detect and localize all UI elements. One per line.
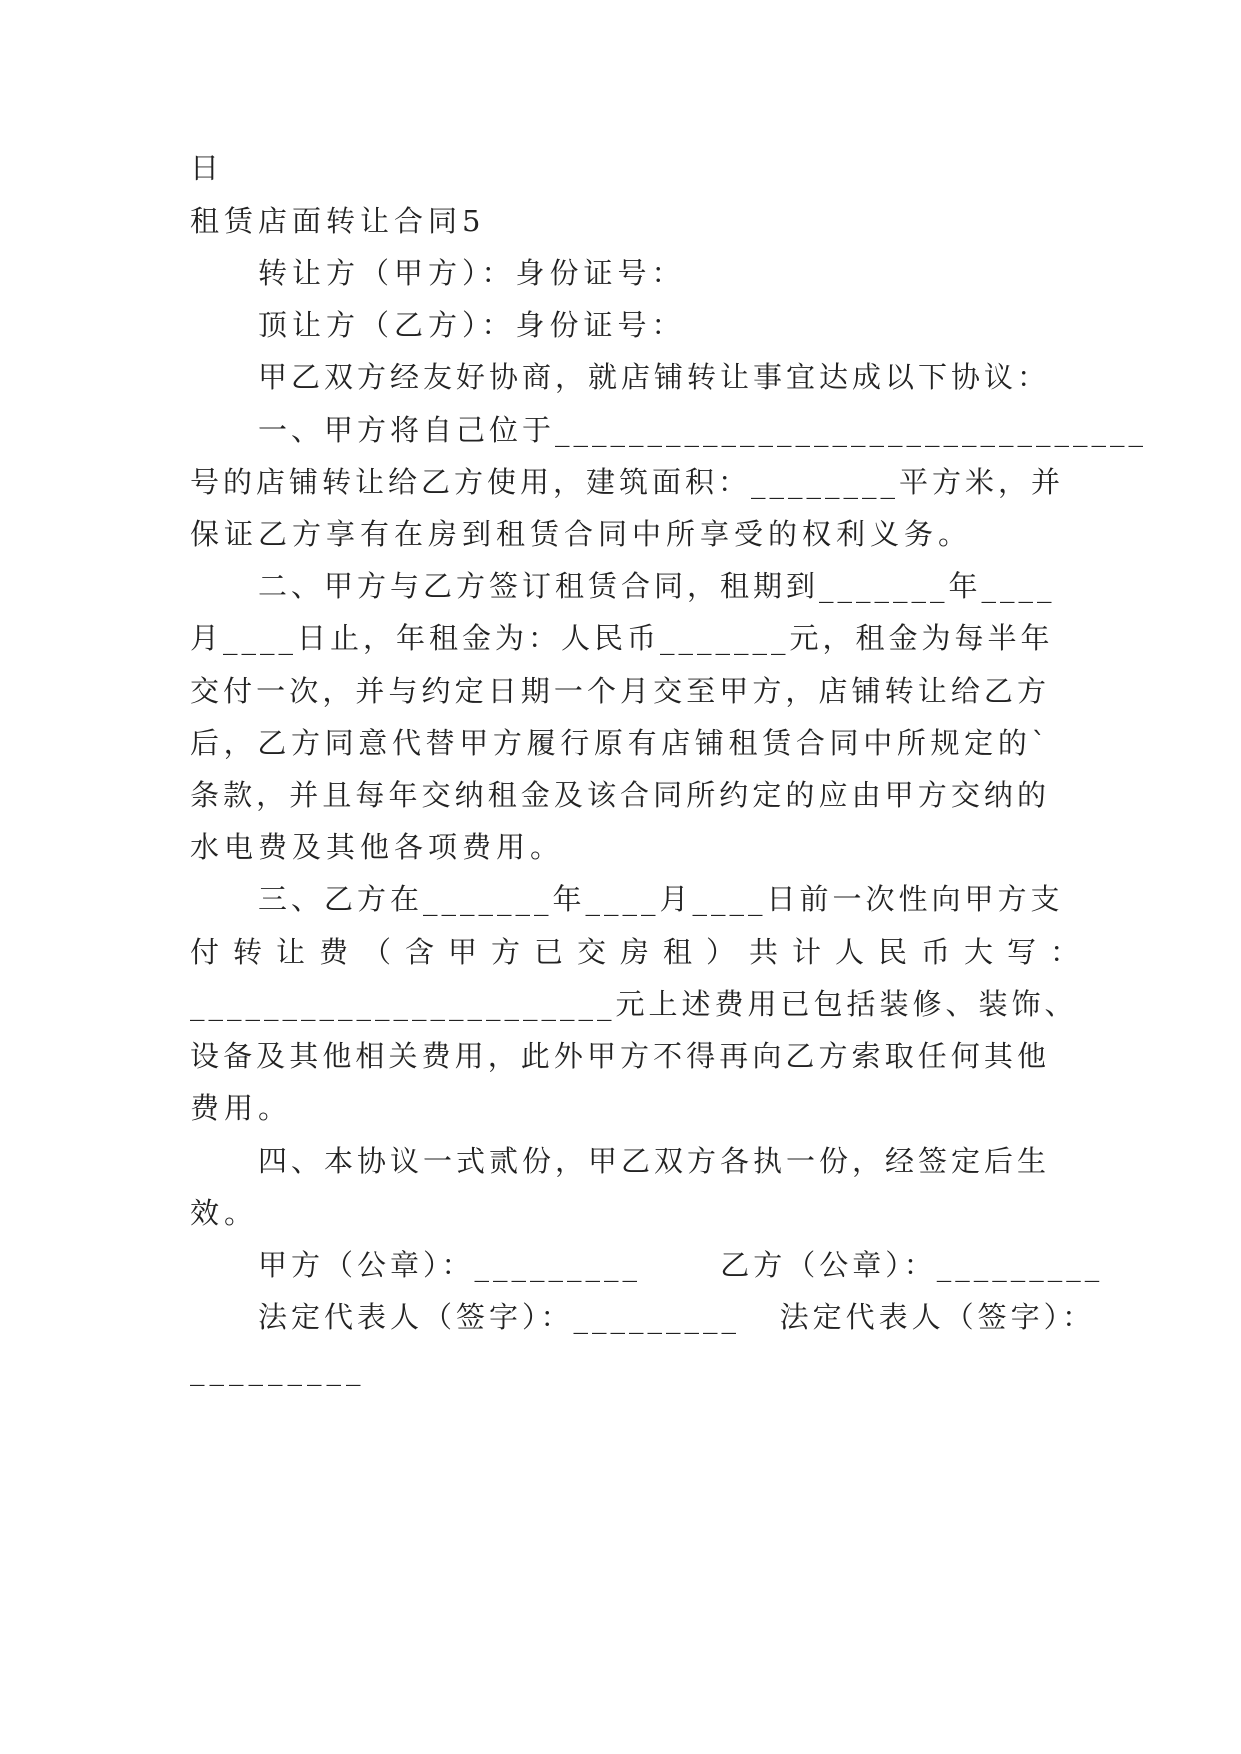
legal-representative-line: 法定代表人（签字）：_________ 法定代表人（签字）： — [258, 1300, 1096, 1334]
clause-one-line-2: 号的店铺转让给乙方使用，建筑面积：________平方米，并 — [190, 465, 1065, 499]
date-fragment: 日 — [190, 151, 225, 185]
clause-two-line-4: 后，乙方同意代替甲方履行原有店铺租赁合同中所规定的` — [190, 726, 1050, 760]
clause-three-line-1: 三、乙方在_______年____月____日前一次性向甲方支 — [258, 882, 1064, 916]
transferor-line: 转让方（甲方）：身份证号： — [258, 256, 686, 290]
transferee-line: 顶让方（乙方）：身份证号： — [258, 308, 686, 342]
clause-one-line-3: 保证乙方享有在房到租赁合同中所享受的权利义务。 — [190, 517, 973, 551]
clause-two-line-5: 条款，并且每年交纳租金及该合同所约定的应由甲方交纳的 — [190, 778, 1050, 812]
clause-three-line-4: 设备及其他相关费用，此外甲方不得再向乙方索取任何其他 — [190, 1039, 1050, 1073]
clause-three-line-2: 付转让费（含甲方已交房租）共计人民币大写： — [190, 935, 1094, 969]
clause-four-line-1: 四、本协议一式贰份，甲乙双方各执一份，经签定后生 — [258, 1144, 1051, 1178]
clause-one-line-1: 一、甲方将自己位于________________________________ — [258, 413, 1148, 447]
seal-signature-line: 甲方（公章）：_________ 乙方（公章）：_________ — [258, 1248, 1104, 1282]
clause-two-line-3: 交付一次，并与约定日期一个月交至甲方，店铺转让给乙方 — [190, 674, 1050, 708]
clause-two-line-1: 二、甲方与乙方签订租赁合同，租期到_______年____ — [258, 569, 1056, 603]
clause-three-line-5: 费用。 — [190, 1091, 293, 1125]
intro-paragraph: 甲乙双方经友好协商，就店铺转让事宜达成以下协议： — [258, 360, 1051, 394]
legal-representative-blank: _________ — [190, 1352, 366, 1386]
contract-title: 租赁店面转让合同5 — [190, 204, 486, 238]
clause-two-line-6: 水电费及其他各项费用。 — [190, 830, 565, 864]
clause-four-line-2: 效。 — [190, 1196, 259, 1230]
clause-two-line-2: 月____日止，年租金为：人民币_______元，租金为每半年 — [190, 621, 1054, 655]
clause-three-line-3: _______________________元上述费用已包括装修、装饰、 — [190, 987, 1078, 1021]
